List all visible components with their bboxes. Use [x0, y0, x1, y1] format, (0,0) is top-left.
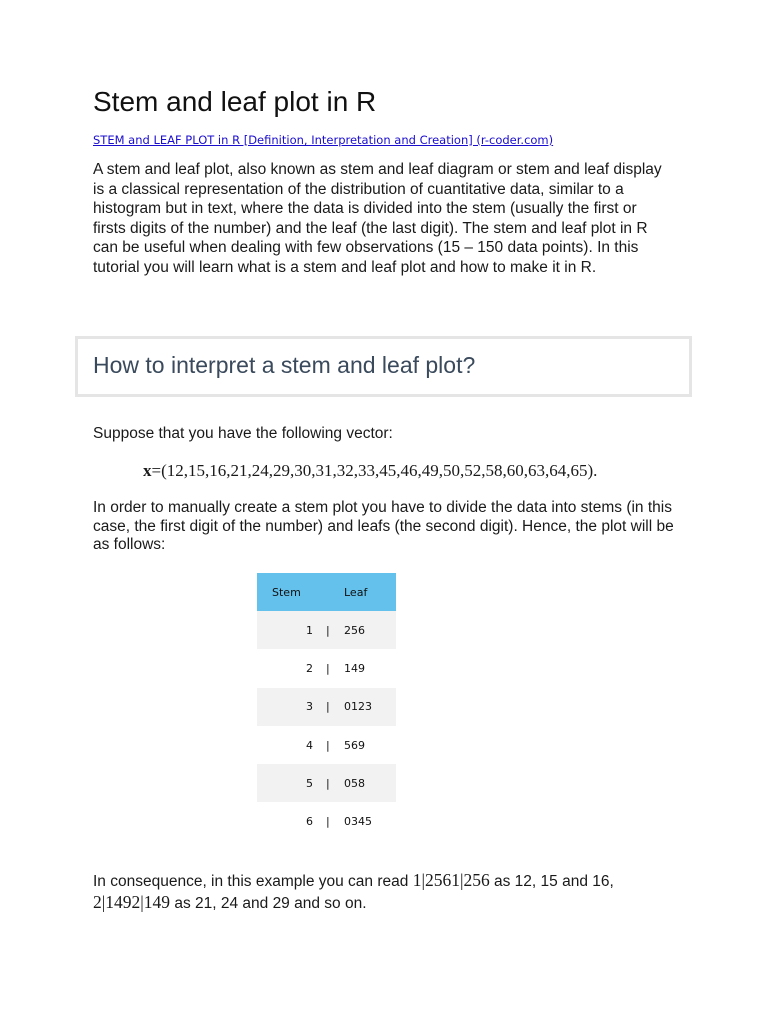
manual-paragraph: In order to manually create a stem plot you have to divide the data into stems (in this case, the first digit of the number) and leafs (the second digit). Hence, the plot will be as follows:	[93, 499, 674, 553]
header-leaf: Leaf	[344, 585, 368, 599]
source-link[interactable]: STEM and LEAF PLOT in R [Definition, Interpretation and Creation] (r-coder.com)	[93, 133, 554, 147]
leaf-cell: 149	[344, 661, 365, 675]
math-expression-2: 2|1492|149	[93, 892, 171, 912]
consequence-text-2: as 12, 15 and 16,	[489, 873, 614, 890]
stem-cell: 4	[306, 738, 313, 752]
stem-cell: 2	[306, 661, 313, 675]
consequence-text-1: In consequence, in this example you can read	[93, 873, 413, 890]
math-expression-1: 1|2561|256	[412, 870, 490, 890]
table-row	[257, 764, 396, 802]
section-heading-box	[75, 336, 692, 397]
header-separator	[326, 573, 344, 611]
intro-paragraph: A stem and leaf plot, also known as stem and leaf diagram or stem and leaf display is a classical representation of the distribution of cuantitative data, similar to a histogram but in text, where the data is divided into the stem (usually the first or firsts digits of the number) and the leaf (the last digit). The stem and leaf plot in R can be useful when dealing with few observations (15 – 150 data points). In this tutorial you will learn what is a stem and leaf plot and how to make it in R.	[93, 161, 662, 276]
vector-values: =(12,15,16,21,24,29,30,31,32,33,45,46,49,50,52,58,60,63,64,65).	[151, 461, 598, 480]
page-title: Stem and leaf plot in R	[93, 86, 377, 117]
leaf-cell: 058	[344, 776, 365, 790]
vector-name: x	[143, 461, 152, 480]
table-header-row	[257, 573, 396, 611]
stem-leaf-table	[257, 573, 396, 841]
separator-cell: |	[326, 623, 330, 637]
table-row	[257, 649, 396, 687]
separator-cell: |	[326, 700, 330, 714]
separator-cell: |	[326, 661, 330, 675]
table-row	[257, 611, 396, 649]
stem-cell: 1	[306, 623, 313, 637]
suppose-paragraph: Suppose that you have the following vector:	[93, 425, 393, 442]
table-row	[257, 688, 396, 726]
table-row	[257, 726, 396, 764]
leaf-cell: 0123	[344, 700, 372, 714]
separator-cell: |	[326, 776, 330, 790]
stem-cell: 5	[306, 776, 313, 790]
table-row	[257, 802, 396, 840]
section-heading: How to interpret a stem and leaf plot?	[93, 352, 476, 378]
separator-cell: |	[326, 815, 330, 829]
consequence-paragraph	[93, 870, 683, 914]
leaf-cell: 569	[344, 738, 365, 752]
separator-cell: |	[326, 738, 330, 752]
consequence-text-3: as 21, 24 and 29 and so on.	[170, 895, 367, 912]
vector-equation	[143, 461, 597, 481]
stem-cell: 3	[306, 700, 313, 714]
leaf-cell: 0345	[344, 815, 372, 829]
header-stem: Stem	[272, 585, 301, 599]
leaf-cell: 256	[344, 623, 365, 637]
stem-cell: 6	[306, 815, 313, 829]
